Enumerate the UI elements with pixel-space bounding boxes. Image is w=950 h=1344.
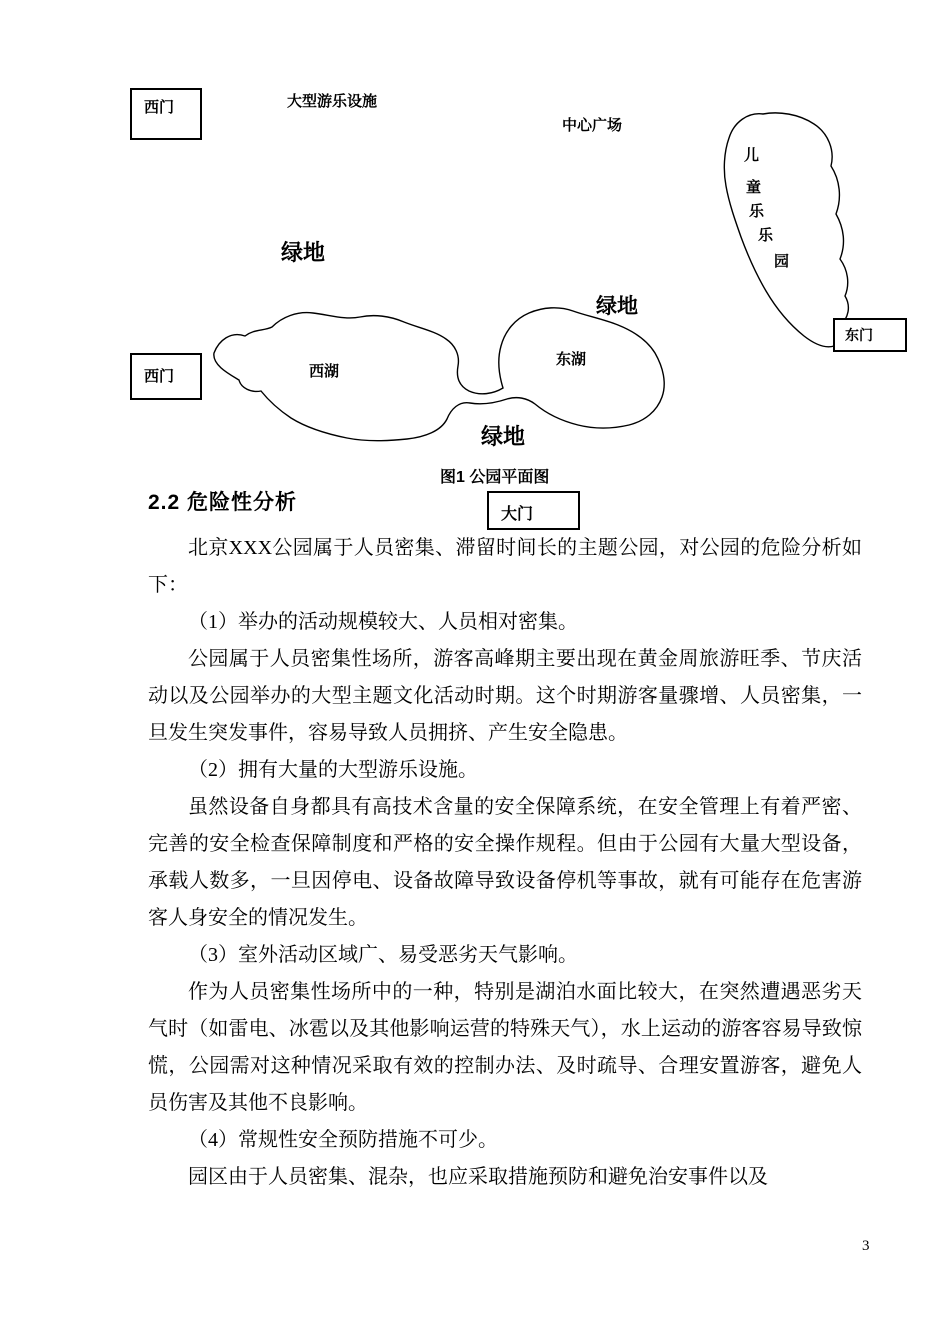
facilities-label: 大型游乐设施 — [287, 93, 378, 110]
main-gate-label: 大门 — [501, 506, 534, 523]
lakes-outline — [214, 308, 664, 441]
west-gate-top-label: 西门 — [144, 99, 175, 116]
children-park-label-char-1: 儿 — [744, 147, 760, 164]
paragraph: （2）拥有大量的大型游乐设施。 — [188, 759, 478, 781]
east-gate-label: 东门 — [845, 327, 873, 343]
west-gate-top-box — [130, 88, 202, 140]
central-plaza-label: 中心广场 — [562, 117, 623, 134]
park-map-figure — [0, 0, 950, 545]
paragraph: 作为人员密集性场所中的一种，特别是湖泊水面比较大，在突然遭遇恶劣天气时（如雷电、冰雹以及其他影响运营的特殊天气），水上运动的游客容易导致惊慌，公园需对这种情况采取有效的控制办法、及时疏导、合理安置游客，避免人员伤害及其他不良影响。 — [148, 981, 862, 1114]
paragraph: 虽然设备自身都具有高技术含量的安全保障系统，在安全管理上有着严密、完善的安全检查保障制度和严格的安全操作规程。但由于公园有大量大型设备，承载人数多，一旦因停电、设备故障导致设备停机等事故，就有可能存在危害游客人身安全的情况发生。 — [148, 796, 862, 929]
east-gate-box — [833, 318, 907, 352]
section-heading: 2.2 危险性分析 — [148, 491, 298, 514]
figure-caption: 图1 公园平面图 — [440, 469, 550, 486]
children-park-label-char-2: 童 — [746, 179, 762, 196]
body-paragraphs — [148, 530, 862, 1196]
paragraph: （4）常规性安全预防措施不可少。 — [188, 1129, 498, 1151]
paragraph: 北京XXX公园属于人员密集、滞留时间长的主题公园，对公园的危险分析如下： — [148, 537, 862, 596]
document-body — [148, 486, 862, 1196]
green-space-label-2: 绿地 — [596, 295, 638, 318]
children-park-label-char-3: 乐 — [749, 203, 765, 220]
paragraph: （1）举办的活动规模较大、人员相对密集。 — [188, 611, 578, 633]
west-lake-label: 西湖 — [309, 363, 340, 380]
paragraph: （3）室外活动区域广、易受恶劣天气影响。 — [188, 944, 578, 966]
children-park-outline — [724, 113, 848, 347]
children-park-label-char-5: 园 — [774, 253, 790, 270]
west-gate-box — [130, 353, 202, 400]
green-space-label-1: 绿地 — [281, 240, 326, 265]
east-lake-label: 东湖 — [556, 351, 587, 368]
paragraph: 园区由于人员密集、混杂，也应采取措施预防和避免治安事件以及 — [188, 1166, 768, 1188]
green-space-label-3: 绿地 — [481, 424, 526, 449]
children-park-label-char-4: 乐 — [758, 227, 774, 244]
paragraph: 公园属于人员密集性场所，游客高峰期主要出现在黄金周旅游旺季、节庆活动以及公园举办的大型主题文化活动时期。这个时期游客量骤增、人员密集，一旦发生突发事件，容易导致人员拥挤、产生安全隐患。 — [148, 648, 862, 744]
west-gate-label: 西门 — [144, 368, 175, 385]
page-number: 3 — [862, 1238, 870, 1254]
